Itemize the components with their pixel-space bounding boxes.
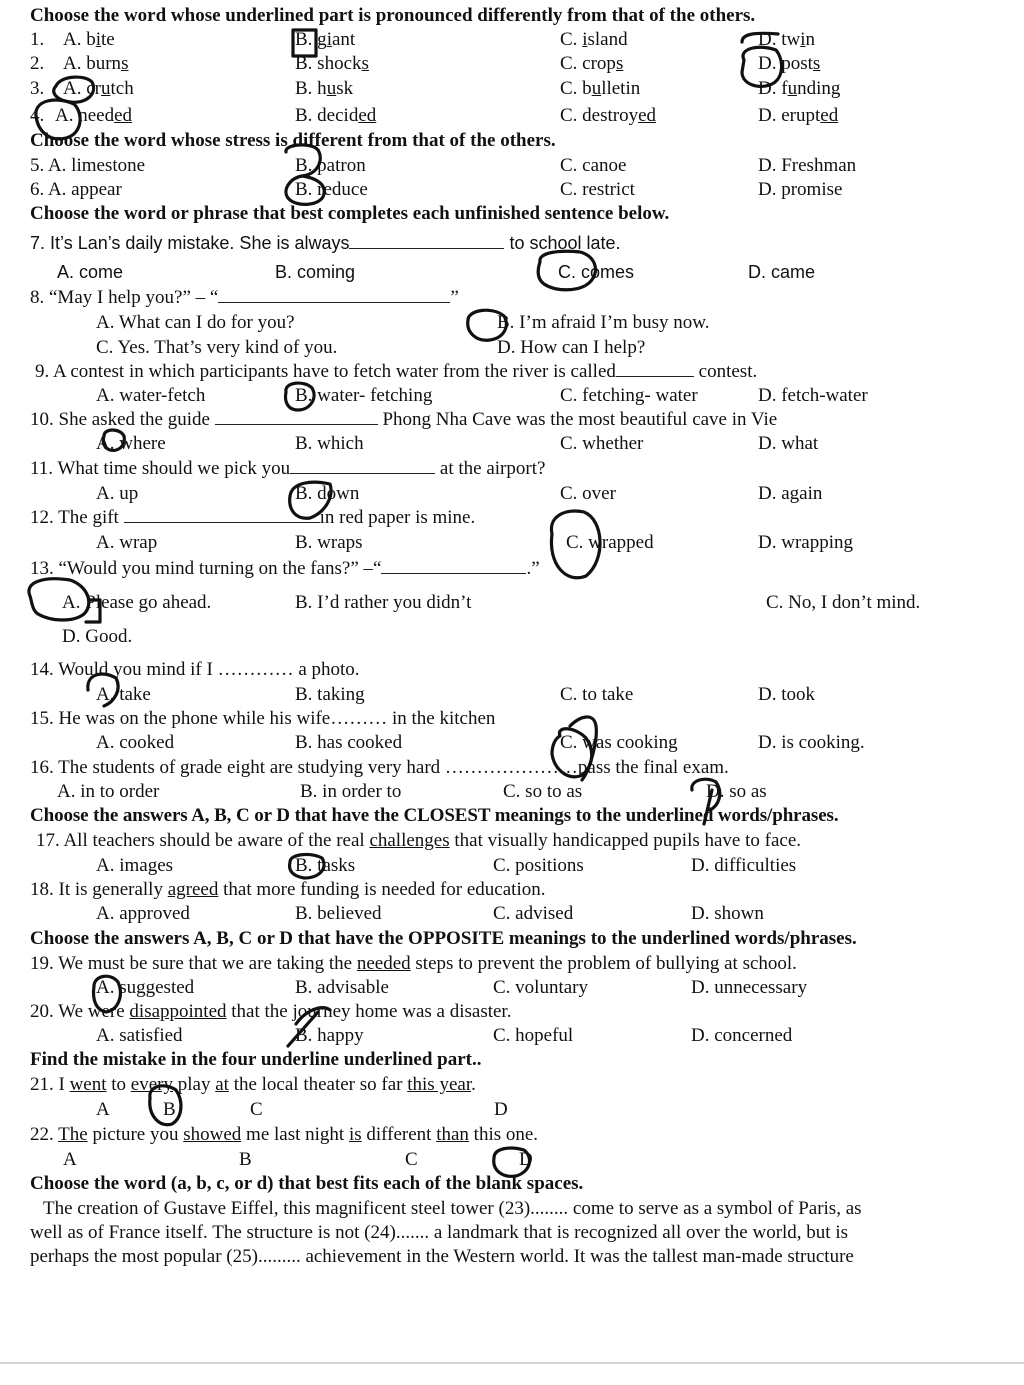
q20-stem: 20. We were disappointed that the journey home was a disaster. — [30, 1001, 512, 1022]
q19-option-d: D. unnecessary — [691, 977, 808, 998]
q7-option-c: C. comes — [558, 262, 635, 282]
q4-option-a: A. needed — [55, 105, 133, 126]
q2-option-a: A. burns — [63, 53, 129, 74]
q13-stem: 13. “Would you mind turning on the fans?” –“ .” — [30, 558, 540, 579]
heading-opposite: Choose the answers A, B, C or D that have the OPPOSITE meanings to the underlined words/phrases. — [30, 928, 857, 949]
q9-option-a: A. water-fetch — [96, 385, 206, 406]
q2-number: 2. — [30, 53, 45, 74]
q21-sentence: 21. I went to every play at the local theater so far this year. — [30, 1074, 476, 1095]
q14-stem: 14. Would you mind if I ………… a photo. — [30, 659, 360, 680]
q4-option-c: C. destroyed — [560, 105, 657, 126]
q10-blank — [215, 408, 378, 425]
q10-option-b: B. which — [295, 433, 364, 454]
q13-option-d: D. Good. — [62, 626, 133, 647]
q16-stem: 16. The students of grade eight are studying very hard …………………pass the final exam. — [30, 757, 729, 778]
q9-option-c: C. fetching- water — [560, 385, 698, 406]
q3-option-d: D. funding — [758, 78, 841, 99]
q5-option-c: C. canoe — [560, 155, 627, 176]
q5-option-b: B. patron — [295, 155, 366, 176]
q16-option-b: B. in order to — [300, 781, 402, 802]
q13-blank — [381, 557, 526, 574]
q8-option-c: C. Yes. That’s very kind of you. — [96, 337, 338, 358]
passage-line-2: well as of France itself. The structure is not (24)....... a landmark that is recognized all over the world, but is — [30, 1222, 849, 1243]
q15-option-a: A. cooked — [96, 732, 175, 753]
q17-stem: 17. All teachers should be aware of the real challenges that visually handicapped pupils have to face. — [36, 830, 802, 851]
q8-option-a: A. What can I do for you? — [96, 312, 295, 333]
q13-option-b: B. I’d rather you didn’t — [295, 592, 472, 613]
q21-label-b: B — [163, 1099, 176, 1120]
q10-stem: 10. She asked the guide Phong Nha Cave was the most beautiful cave in Vie — [30, 409, 778, 430]
q10-option-c: C. whether — [560, 433, 644, 454]
q17-option-c: C. positions — [493, 855, 584, 876]
q2-option-d: D. posts — [758, 53, 821, 74]
passage-line-1: The creation of Gustave Eiffel, this magnificent steel tower (23)........ come to serve as a symbol of Paris, as — [43, 1198, 862, 1219]
q7-option-a: A. come — [57, 262, 124, 282]
heading-mistake: Find the mistake in the four underline underlined part.. — [30, 1049, 482, 1070]
q20-option-d: D. concerned — [691, 1025, 793, 1046]
q17-option-d: D. difficulties — [691, 855, 797, 876]
q6-option-d: D. promise — [758, 179, 843, 200]
q12-option-d: D. wrapping — [758, 532, 853, 553]
q22-sentence: 22. The picture you showed me last night is different than this one. — [30, 1124, 539, 1145]
q7-blank — [349, 232, 504, 249]
q11-stem: 11. What time should we pick you at the airport? — [30, 458, 546, 479]
q19-stem: 19. We must be sure that we are taking the needed steps to prevent the problem of bullying at school. — [30, 953, 797, 974]
q12-option-b: B. wraps — [295, 532, 363, 553]
q8-option-d: D. How can I help? — [497, 337, 646, 358]
q14-option-a: A. take — [96, 684, 151, 705]
q11-option-b: B. down — [295, 483, 360, 504]
q2-option-b: B. shocks — [295, 53, 369, 74]
q7-option-b: B. coming — [275, 262, 356, 282]
q22-label-a: A — [63, 1149, 77, 1170]
q3-option-a: A. crutch — [63, 78, 134, 99]
q17-option-b: B. tasks — [295, 855, 356, 876]
q1-option-d: D. twin — [758, 29, 816, 50]
q10-option-d: D. what — [758, 433, 819, 454]
q22-label-d: D — [519, 1149, 533, 1170]
q21-label-a: A — [96, 1099, 110, 1120]
q18-option-c: C. advised — [493, 903, 574, 924]
q3-option-b: B. husk — [295, 78, 354, 99]
q19-option-a: A. suggested — [96, 977, 195, 998]
q13-option-a: A. Please go ahead. — [62, 592, 212, 613]
q12-stem: 12. The gift in red paper is mine. — [30, 507, 476, 528]
q3-number: 3. — [30, 78, 45, 99]
q19-option-b: B. advisable — [295, 977, 389, 998]
q3-option-c: C. bulletin — [560, 78, 641, 99]
q6-row: 6. A. appear — [30, 179, 122, 200]
heading-stress: Choose the word whose stress is different from that of the others. — [30, 130, 556, 151]
q9-option-b: B. water- fetching — [295, 385, 433, 406]
q18-option-b: B. believed — [295, 903, 382, 924]
q15-option-c: C. was cooking — [560, 732, 678, 753]
q1-number: 1. — [30, 29, 45, 50]
q4-option-b: B. decided — [295, 105, 377, 126]
q15-option-d: D. is cooking. — [758, 732, 865, 753]
q11-blank — [290, 457, 435, 474]
q8-blank — [218, 286, 450, 303]
q1-option-c: C. island — [560, 29, 628, 50]
q13-option-c: C. No, I don’t mind. — [766, 592, 921, 613]
q5-option-d: D. Freshman — [758, 155, 857, 176]
q5-row: 5. A. limestone — [30, 155, 146, 176]
q6-option-c: C. restrict — [560, 179, 635, 200]
q18-stem: 18. It is generally agreed that more funding is needed for education. — [30, 879, 546, 900]
q7-option-d: D. came — [748, 262, 816, 282]
q17-option-a: A. images — [96, 855, 174, 876]
q9-option-d: D. fetch-water — [758, 385, 868, 406]
q12-option-a: A. wrap — [96, 532, 158, 553]
heading-closest: Choose the answers A, B, C or D that have the CLOSEST meanings to the underlined words/phrases. — [30, 805, 839, 826]
q6-option-b: B. reduce — [295, 179, 368, 200]
q20-option-a: A. satisfied — [96, 1025, 183, 1046]
q22-label-b: B — [239, 1149, 252, 1170]
q18-option-a: A. approved — [96, 903, 190, 924]
passage-line-3: perhaps the most popular (25)......... achievement in the Western world. It was the tallest man-made structure — [30, 1246, 854, 1267]
q15-option-b: B. has cooked — [295, 732, 403, 753]
q1-option-b: B. giant — [295, 29, 356, 50]
q11-option-a: A. up — [96, 483, 139, 504]
q11-option-d: D. again — [758, 483, 823, 504]
q8-option-b: B. I’m afraid I’m busy now. — [497, 312, 710, 333]
q9-blank — [616, 360, 694, 377]
page-bottom-edge — [0, 1362, 1024, 1364]
q9-stem: 9. A contest in which participants have to fetch water from the river is called contest. — [35, 361, 758, 382]
q11-option-c: C. over — [560, 483, 616, 504]
q21-label-c: C — [250, 1099, 263, 1120]
q16-option-d: D. so as — [706, 781, 767, 802]
heading-cloze: Choose the word (a, b, c, or d) that best fits each of the blank spaces. — [30, 1173, 584, 1194]
q10-option-a: A. where — [96, 433, 166, 454]
q16-option-a: A. in to order — [57, 781, 160, 802]
q20-option-c: C. hopeful — [493, 1025, 574, 1046]
heading-pronunciation: Choose the word whose underlined part is pronounced differently from that of the others. — [30, 5, 756, 26]
q16-option-c: C. so to as — [503, 781, 583, 802]
q12-option-c: C. wrapped — [566, 532, 654, 553]
q14-option-d: D. took — [758, 684, 815, 705]
q12-blank — [124, 506, 320, 523]
q4-option-d: D. erupted — [758, 105, 839, 126]
heading-completion: Choose the word or phrase that best completes each unfinished sentence below. — [30, 203, 670, 224]
q8-stem: 8. “May I help you?” – “ ” — [30, 287, 459, 308]
q18-option-d: D. shown — [691, 903, 764, 924]
q22-label-c: C — [405, 1149, 418, 1170]
q14-option-b: B. taking — [295, 684, 365, 705]
q4-number: 4. — [30, 105, 45, 126]
q21-label-d: D — [494, 1099, 508, 1120]
q15-stem: 15. He was on the phone while his wife……… in the kitchen — [30, 708, 496, 729]
q1-option-a: A. bite — [63, 29, 115, 50]
q2-option-c: C. crops — [560, 53, 624, 74]
q20-option-b: B. happy — [295, 1025, 364, 1046]
q19-option-c: C. voluntary — [493, 977, 588, 998]
q7-stem: 7. It’s Lan’s daily mistake. She is always to school late. — [30, 233, 621, 253]
q14-option-c: C. to take — [560, 684, 634, 705]
